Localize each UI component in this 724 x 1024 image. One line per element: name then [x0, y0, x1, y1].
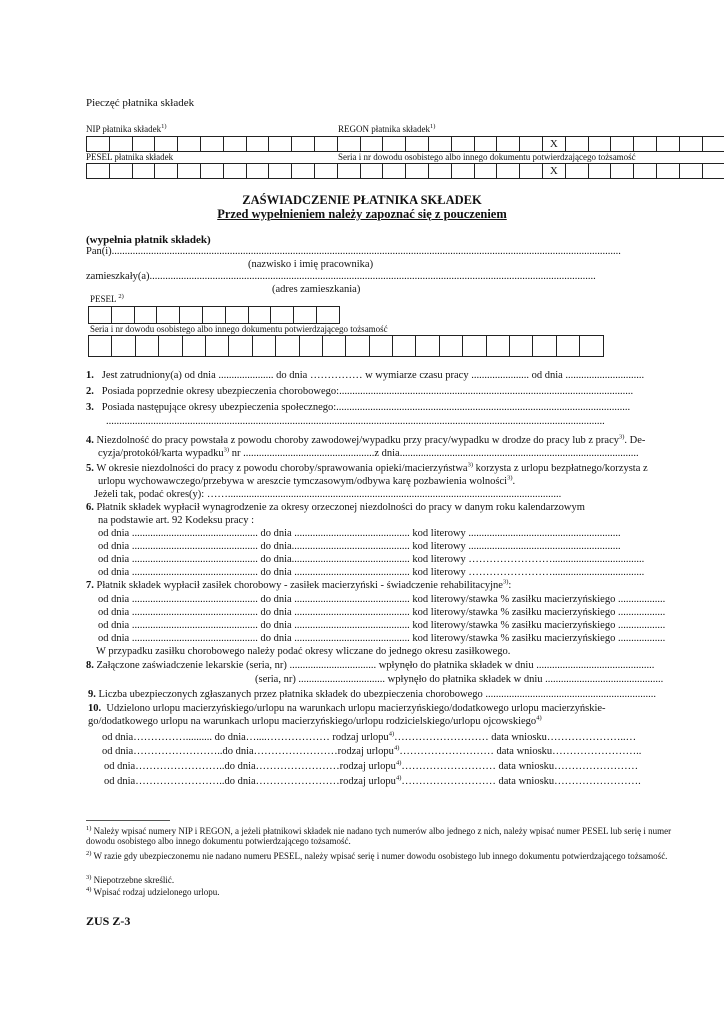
- item-10-line-1: 10. Udzielono urlopu macierzyńskiego/urlopu na warunkach urlopu macierzyńskiego/dodatkowego urlopu macierzyńskie-: [88, 703, 606, 714]
- item-7-row[interactable]: od dnia ................................................ do dnia ............................................ kod literowy/stawka % zasiłku macierzyńskiego ..................: [98, 607, 666, 618]
- x-mark: X: [543, 164, 566, 178]
- form-title: ZAŚWIADCZENIE PŁATNIKA SKŁADEK: [242, 193, 482, 207]
- x-mark: X: [543, 137, 566, 151]
- item-1[interactable]: 1. Jest zatrudniony(a) od dnia ..................... do dnia …………… w wymiarze czasu pracy ...................... od dnia ..............................: [86, 370, 645, 381]
- employee-id-doc-label: Seria i nr dowodu osobistego albo innego dokumentu potwierdzającego tożsamość: [90, 324, 388, 334]
- employee-name-caption: (nazwisko i imię pracownika): [248, 259, 374, 270]
- item-6-row[interactable]: od dnia ................................................ do dnia............................................. kod literowy ……………………...................................: [98, 554, 645, 565]
- item-10-row[interactable]: od dnia…………….......... do dnia…....……………… rodzaj urlopu$^{4)}$……………………… data wniosku…………………..…: [102, 730, 637, 743]
- form-subtitle: Przed wypełnieniem należy zapoznać się z pouczeniem: [217, 207, 507, 221]
- fill-note: (wypełnia płatnik składek): [86, 234, 211, 246]
- employee-pesel-grid[interactable]: [88, 306, 340, 324]
- item-7-row[interactable]: od dnia ................................................ do dnia ............................................ kod literowy/stawka % zasiłku macierzyńskiego ..................: [98, 620, 666, 631]
- item-7-row[interactable]: od dnia ................................................ do dnia ............................................ kod literowy/stawka % zasiłku macierzyńskiego ..................: [98, 594, 666, 605]
- item-2[interactable]: 2. Posiada poprzednie okresy ubezpieczenia chorobowego:................................................................................................................: [86, 386, 634, 397]
- item-6-line-1: 6. Płatnik składek wypłacił wynagrodzenie za okresy orzeczonej niezdolności do pracy w danym roku kalendarzowym: [86, 502, 585, 513]
- item-10-row[interactable]: od dnia……………………..do dnia……………………rodzaj urlopu$^{4)}$……………………… data wniosku……………………: [104, 759, 639, 772]
- item-8-line-1[interactable]: 8. Załączone zaświadczenie lekarskie (seria, nr) ................................. wpłynęło do płatnika składek w dniu .............................................: [86, 660, 655, 671]
- pesel-payer-label: PESEL płatnika składek: [86, 152, 174, 162]
- id-doc-payer-label: Seria i nr dowodu osobistego albo innego dokumentu potwierdzającego tożsamość: [338, 152, 636, 162]
- item-10-line-2: go/dodatkowego urlopu na warunkach urlopu macierzyńskiego/urlopu rodzicielskiego/urlopu ojcowskiego$^{4)}$: [88, 714, 542, 727]
- nip-label: NIP płatnika składek$^{1)}$: [86, 123, 167, 134]
- form-code: ZUS Z-3: [86, 914, 131, 928]
- footnote-separator: [86, 820, 170, 821]
- item-9[interactable]: 9. Liczba ubezpieczonych zgłaszanych przez płatnika składek do ubezpieczenia chorobowego .................................................................: [88, 689, 656, 700]
- item-5-line-3[interactable]: Jeżeli tak, podać okres(y): ……...............................................................................................................................: [94, 489, 562, 500]
- item-7-row[interactable]: od dnia ................................................ do dnia ............................................ kod literowy/stawka % zasiłku macierzyńskiego ..................: [98, 633, 666, 644]
- item-6-row[interactable]: od dnia ................................................ do dnia ............................................ kod literowy ……………………...................................: [98, 567, 645, 578]
- item-10-row[interactable]: od dnia……………………..do dnia……………………rodzaj urlopu$^{4)}$……………………… data wniosku……………………..: [102, 744, 642, 757]
- item-5-line-2: urlopu wychowawczego/przebywa w areszcie tymczasowym/odbywa karę pozbawienia wolności$^{3)}$.: [98, 474, 516, 487]
- regon-label: REGON płatnika składek$^{1)}$: [338, 123, 436, 134]
- item-3[interactable]: 3. Posiada następujące okresy ubezpieczenia społecznego:................................................................................................................: [86, 402, 631, 413]
- item-5-line-1: 5. W okresie niezdolności do pracy z powodu choroby/sprawowania opieki/macierzyństwa$^{3)}$ korzysta z urlopu bezpłatnego/korzysta z: [86, 461, 648, 474]
- item-7-line-1: 7. Płatnik składek wypłacił zasiłek chorobowy - zasiłek macierzyński - świadczenie rehabilitacyjne$^{3)}$:: [86, 578, 512, 591]
- item-6-row[interactable]: od dnia ................................................ do dnia............................................. kod literowy ..........................................................: [98, 541, 621, 552]
- employee-address-line[interactable]: zamieszkały(a)..........................................................................................................................................................................: [86, 271, 596, 282]
- item-7-note: W przypadku zasiłku chorobowego należy podać okresy wliczane do jednego okresu zasiłkowego.: [96, 646, 511, 657]
- item-6-line-2: na podstawie art. 92 Kodeksu pracy :: [98, 515, 254, 526]
- item-3-continuation[interactable]: ..............................................................................................................................................................................................: [106, 416, 605, 427]
- item-4-line-1: 4. Niezdolność do pracy powstała z powodu choroby zawodowej/wypadku przy pracy/wypadku w drodze do pracy lub z pracy$^{3)}$. De-: [86, 433, 646, 446]
- employee-address-caption: (adres zamieszkania): [272, 284, 361, 295]
- employee-id-doc-grid[interactable]: [88, 335, 604, 357]
- nip-regon-grid[interactable]: [86, 136, 724, 152]
- stamp-label: Pieczęć płatnika składek: [86, 97, 195, 109]
- employee-pesel-label: PESEL $^{2)}$: [90, 293, 124, 304]
- footnote-3: $^{3)}$ Niepotrzebne skreślić.: [86, 874, 175, 885]
- footnote-4: $^{4)}$ Wpisać rodzaj udzielonego urlopu.: [86, 886, 220, 897]
- item-4-line-2[interactable]: cyzja/protokół/karta wypadku$^{3)}$ nr ..................................................z dnia...........................................................................................: [98, 446, 639, 459]
- footnote-1: $^{1)}$ Należy wpisać numery NIP i REGON, a jeżeli płatnikowi składek nie nadano tych numerów albo jednego z nich, należy wpisać numer PESEL lub serię i numer dowodu osobistego albo innego dokumentu potwierdzającego tożsamość.: [86, 825, 672, 846]
- pesel-id-grid[interactable]: [86, 163, 724, 179]
- item-10-row[interactable]: od dnia……………………..do dnia……………………rodzaj urlopu$^{4)}$……………………… data wniosku…………………….: [104, 774, 641, 787]
- item-6-row[interactable]: od dnia ................................................ do dnia ............................................ kod literowy ..........................................................: [98, 528, 621, 539]
- item-8-line-2[interactable]: (seria, nr) ................................. wpłynęło do płatnika składek w dniu .............................................: [255, 674, 664, 685]
- footnote-2: $^{2)}$ W razie gdy ubezpieczonemu nie nadano numeru PESEL, należy wpisać serię i numer dowodu osobistego lub innego dokumentu potwierdzającego tożsamość.: [86, 850, 668, 861]
- employee-name-line[interactable]: Pan(i)..................................................................................................................................................................................................: [86, 246, 621, 257]
